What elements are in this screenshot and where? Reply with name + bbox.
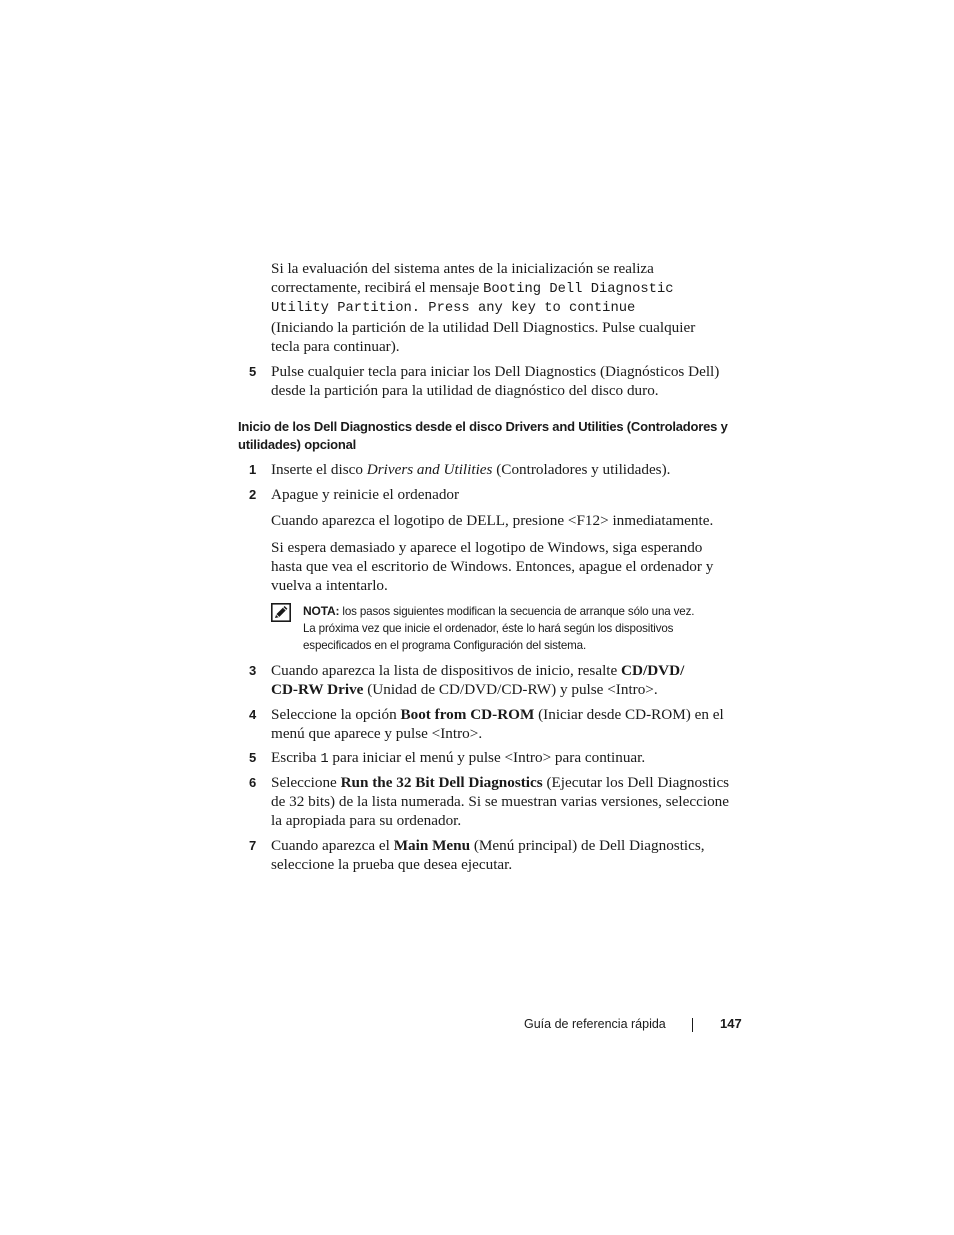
list-item-step-2 — [249, 485, 741, 504]
step-text-part: Cuando aparezca la lista de dispositivos de inicio, resalte — [271, 662, 622, 679]
detail-line: Si espera demasiado y aparece el logotipo de Windows, siga esperando — [271, 539, 703, 556]
footer-title: Guía de referencia rápida — [524, 1017, 666, 1031]
step-number: 1 — [249, 462, 257, 477]
list-item-step-4 — [249, 705, 741, 743]
footer-separator — [692, 1018, 693, 1032]
note-label: NOTA: — [303, 604, 340, 618]
intro-line: tecla para continuar). — [271, 338, 400, 355]
menu-option: Run the 32 Bit Dell Diagnostics — [340, 774, 543, 791]
step-text-part: para iniciar el menú y pulse <Intro> para continuar. — [328, 749, 646, 766]
step-text-part: Escriba — [271, 749, 321, 766]
step-number: 5 — [249, 750, 257, 765]
step-line — [271, 680, 741, 699]
step-text-part: (Menú principal) de Dell Diagnostics, — [470, 837, 705, 854]
step-line: la apropiada para su ordenador. — [271, 812, 462, 829]
step-line: desde la partición para la utilidad de diagnóstico del disco duro. — [271, 382, 659, 399]
note-line: La próxima vez que inicie el ordenador, éste lo hará según los dispositivos — [303, 622, 674, 635]
disc-name: Drivers and Utilities — [366, 461, 493, 478]
list-item-step-5 — [249, 748, 741, 769]
heading-line: utilidades) opcional — [238, 437, 357, 452]
step-line — [271, 836, 741, 855]
step-number: 3 — [249, 663, 257, 678]
step-text-part: (Ejecutar los Dell Diagnostics — [542, 774, 730, 791]
intro-line: Si la evaluación del sistema antes de la inicialización se realiza — [271, 260, 654, 277]
step-line — [271, 705, 741, 724]
step-text-part: Cuando aparezca el — [271, 837, 394, 854]
step-text-part: Seleccione la opción — [271, 706, 401, 723]
step-number: 2 — [249, 487, 257, 502]
intro-line: (Iniciando la partición de la utilidad Dell Diagnostics. Pulse cualquier — [271, 319, 696, 336]
step-line — [271, 661, 741, 680]
step-2-detail — [271, 538, 741, 595]
step-line: seleccione la prueba que desea ejecutar. — [271, 856, 513, 873]
step-text — [271, 661, 741, 699]
step-text-part: Inserte el disco — [271, 461, 367, 478]
step-text-part: (Unidad de CD/DVD/CD-RW) y pulse <Intro>. — [363, 681, 658, 698]
detail-line: hasta que vea el escritorio de Windows. Entonces, apague el ordenador y — [271, 558, 714, 575]
list-item-step-3 — [249, 661, 741, 699]
list-item-step-7 — [249, 836, 741, 874]
menu-option: CD/DVD/ — [621, 662, 685, 679]
step-text-part: (Controladores y utilidades). — [492, 461, 671, 478]
heading-line: Inicio de los Dell Diagnostics desde el disco Drivers and Utilities (Controladores y — [238, 419, 728, 434]
menu-option: CD-RW Drive — [271, 681, 364, 698]
step-text — [271, 362, 741, 400]
step-number: 7 — [249, 838, 257, 853]
intro-text: correctamente, recibirá el mensaje — [271, 279, 484, 296]
note-text — [303, 603, 743, 654]
step-line: de 32 bits) de la lista numerada. Si se muestran varias versiones, seleccione — [271, 793, 730, 810]
step-text — [271, 705, 741, 743]
step-number: 5 — [249, 364, 257, 379]
step-line: Pulse cualquier tecla para iniciar los Dell Diagnostics (Diagnósticos Dell) — [271, 363, 720, 380]
section-heading — [238, 418, 748, 454]
step-text-part: (Iniciar desde CD-ROM) en el — [534, 706, 724, 723]
note-pencil-icon — [271, 603, 291, 622]
step-text-part: Seleccione — [271, 774, 341, 791]
list-item-step-6 — [249, 773, 741, 830]
note-line: especificados en el programa Configuración del sistema. — [303, 639, 587, 652]
key-code: 1 — [320, 752, 329, 767]
note-line-text: los pasos siguientes modifican la secuencia de arranque sólo una vez. — [339, 605, 695, 618]
step-number: 6 — [249, 775, 257, 790]
list-item-step-5-first — [249, 362, 741, 400]
menu-option: Boot from CD-ROM — [400, 706, 535, 723]
step-text — [271, 460, 741, 479]
step-text — [271, 748, 741, 769]
step-text — [271, 773, 741, 830]
intro-paragraph — [271, 259, 741, 356]
list-item-step-1 — [249, 460, 741, 479]
detail-line: vuelva a intentarlo. — [271, 577, 388, 594]
boot-message-code: Utility Partition. Press any key to continue — [271, 301, 636, 316]
step-text: Apague y reinicie el ordenador — [271, 486, 460, 503]
step-text — [271, 836, 741, 874]
step-line — [271, 773, 741, 792]
step-number: 4 — [249, 707, 257, 722]
note-line — [303, 603, 743, 620]
step-line: menú que aparece y pulse <Intro>. — [271, 725, 483, 742]
step-2-detail: Cuando aparezca el logotipo de DELL, presione <F12> inmediatamente. — [271, 512, 714, 529]
boot-message-code: Booting Dell Diagnostic — [483, 282, 674, 297]
page-number: 147 — [720, 1016, 742, 1031]
menu-option: Main Menu — [393, 837, 471, 854]
intro-line — [271, 278, 741, 299]
